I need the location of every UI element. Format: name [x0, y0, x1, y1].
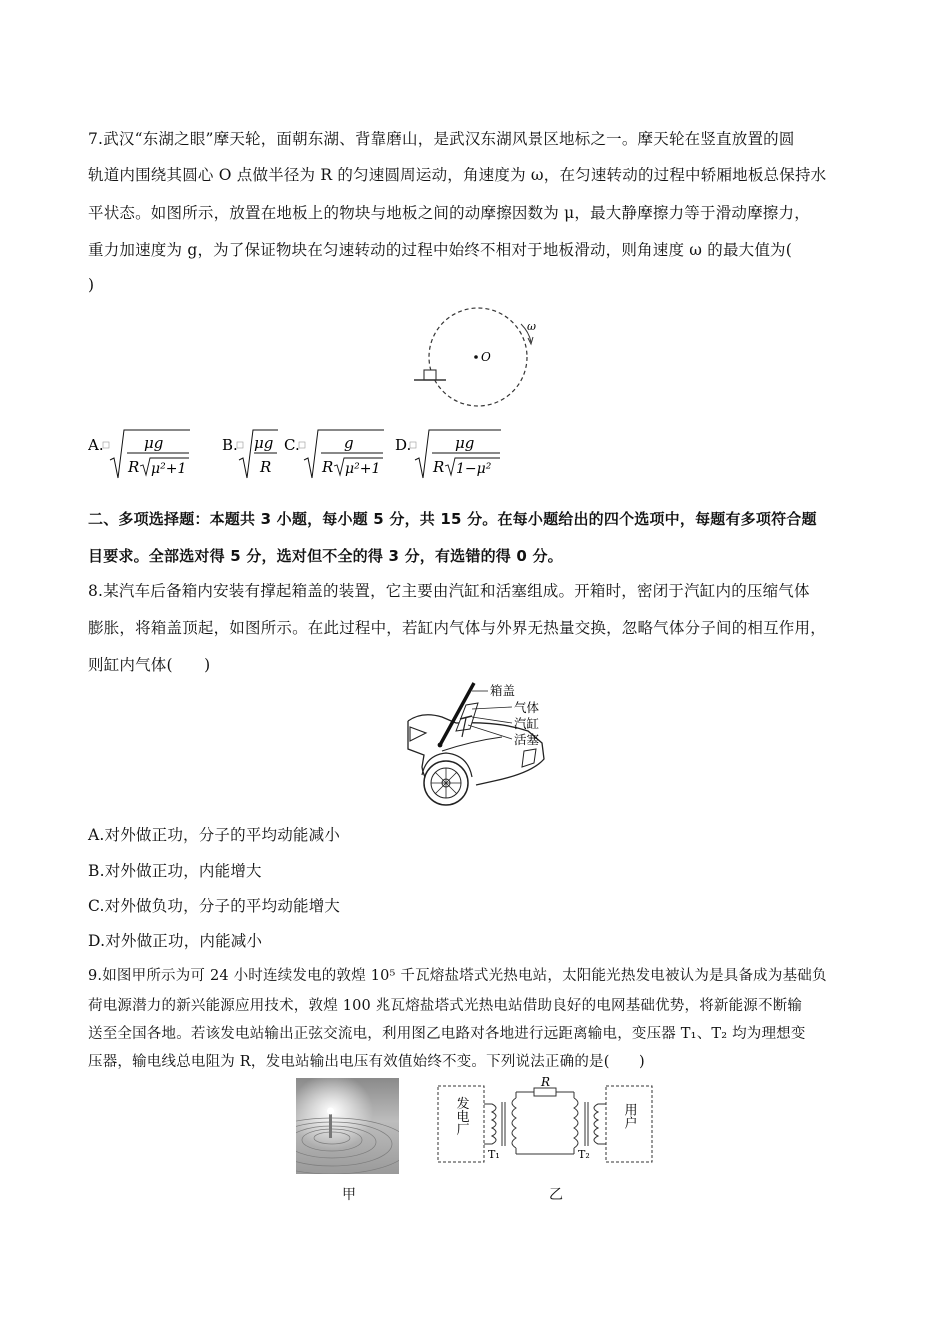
- denominator-root: μ²+1: [151, 461, 187, 477]
- label-gas: 气体: [514, 700, 540, 715]
- block: [424, 370, 436, 380]
- q8-line-3: 则缸内气体( ): [88, 656, 211, 674]
- q9-line-1: 9.如图甲所示为可 24 小时连续发电的敦煌 10⁵ 千瓦熔盐塔式光热电站，太阳能光热发电被认为是具备成为基础负: [88, 968, 827, 984]
- q7-line-4: 重力加速度为 g，为了保证物块在匀速转动的过程中始终不相对于地板滑动，则角速度 ω 的最大值为(: [88, 241, 792, 259]
- ferris-wheel-figure: [405, 304, 555, 410]
- numerator: μg: [455, 434, 475, 452]
- t2-label: T₂: [578, 1148, 590, 1161]
- q7-option-c[interactable]: [284, 428, 394, 486]
- q8-line-1: 8.某汽车后备箱内安装有撑起箱盖的装置，它主要由汽缸和活塞组成。开箱时，密闭于汽缸内的压缩气体: [88, 582, 810, 600]
- q9-line-2: 荷电源潜力的新兴能源应用技术，敦煌 100 兆瓦熔盐塔式光热电站借助良好的电网基础优势，将新能源不断输: [88, 998, 803, 1014]
- denominator-prefix: R: [433, 458, 445, 476]
- denominator-prefix: R: [322, 458, 334, 476]
- numerator: μg: [144, 434, 164, 452]
- section2-line-2: 目要求。全部选对得 5 分，选对但不全的得 3 分，有选错的得 0 分。: [88, 547, 563, 565]
- denominator-prefix: R: [128, 458, 140, 476]
- denominator-prefix: R: [260, 458, 272, 476]
- plant-label: 发电厂: [453, 1096, 469, 1136]
- q8-option-d[interactable]: D.对外做正功，内能减小: [88, 932, 263, 950]
- numerator: μg: [254, 434, 274, 452]
- q8-option-a[interactable]: A.对外做正功，分子的平均动能减小: [88, 826, 341, 844]
- label-piston: 活塞: [514, 732, 540, 747]
- numerator: g: [344, 434, 354, 452]
- q7-option-a[interactable]: [88, 428, 198, 486]
- t1-label: T₁: [488, 1148, 500, 1161]
- label-lid: 箱盖: [490, 683, 516, 698]
- q8-option-b[interactable]: B.对外做正功，内能增大: [88, 862, 262, 880]
- user-label: 用户: [621, 1103, 637, 1129]
- denominator-root: 1−μ²: [456, 461, 492, 477]
- option-label: D.: [395, 436, 412, 454]
- center-point: [474, 355, 478, 359]
- section2-line-1: 二、多项选择题：本题共 3 小题，每小题 5 分，共 15 分。在每小题给出的四个选项中，每题有多项符合题: [88, 510, 817, 528]
- solar-plant-photo: [296, 1078, 399, 1174]
- q7-line-3: 平状态。如图所示，放置在地板上的物块与地板之间的动摩擦因数为 μ，最大静摩擦力等于滑动摩擦力，: [88, 204, 810, 222]
- caption-yi: 乙: [549, 1187, 563, 1203]
- q7-line-1: 7.武汉“东湖之眼”摩天轮，面朝东湖、背靠磨山，是武汉东湖风景区地标之一。摩天轮在竖直放置的圆: [88, 130, 795, 148]
- resistor: [534, 1088, 556, 1096]
- q7-option-b[interactable]: [222, 428, 282, 486]
- q7-line-2: 轨道内围绕其圆心 O 点做半径为 R 的匀速圆周运动，角速度为 ω，在匀速转动的过程中轿厢地板总保持水: [88, 166, 827, 184]
- label-cylinder: 汽缸: [514, 716, 540, 731]
- transmission-circuit: [436, 1076, 658, 1164]
- omega-label: ω: [527, 320, 536, 333]
- q8-line-2: 膨胀，将箱盖顶起，如图所示。在此过程中，若缸内气体与外界无热量交换，忽略气体分子间的相互作用，: [88, 619, 826, 637]
- q9-line-3: 送至全国各地。若该发电站输出正弦交流电，利用图乙电路对各地进行远距离输电，变压器 T₁、T₂ 均为理想变: [88, 1026, 806, 1042]
- q7-option-d[interactable]: [395, 428, 507, 486]
- car-trunk-figure: [402, 681, 562, 809]
- q7-line-5: ): [88, 276, 95, 294]
- caption-jia: 甲: [342, 1187, 356, 1203]
- q8-option-c[interactable]: C.对外做负功，分子的平均动能增大: [88, 897, 341, 915]
- q9-line-4: 压器，输电线总电阻为 R，发电站输出电压有效值始终不变。下列说法正确的是( ): [88, 1054, 645, 1070]
- option-label: C.: [284, 436, 300, 454]
- denominator-root: μ²+1: [345, 461, 381, 477]
- resistor-label: R: [541, 1076, 551, 1089]
- center-label: O: [481, 350, 491, 364]
- option-label: B.: [222, 436, 238, 454]
- option-label: A.: [88, 436, 104, 454]
